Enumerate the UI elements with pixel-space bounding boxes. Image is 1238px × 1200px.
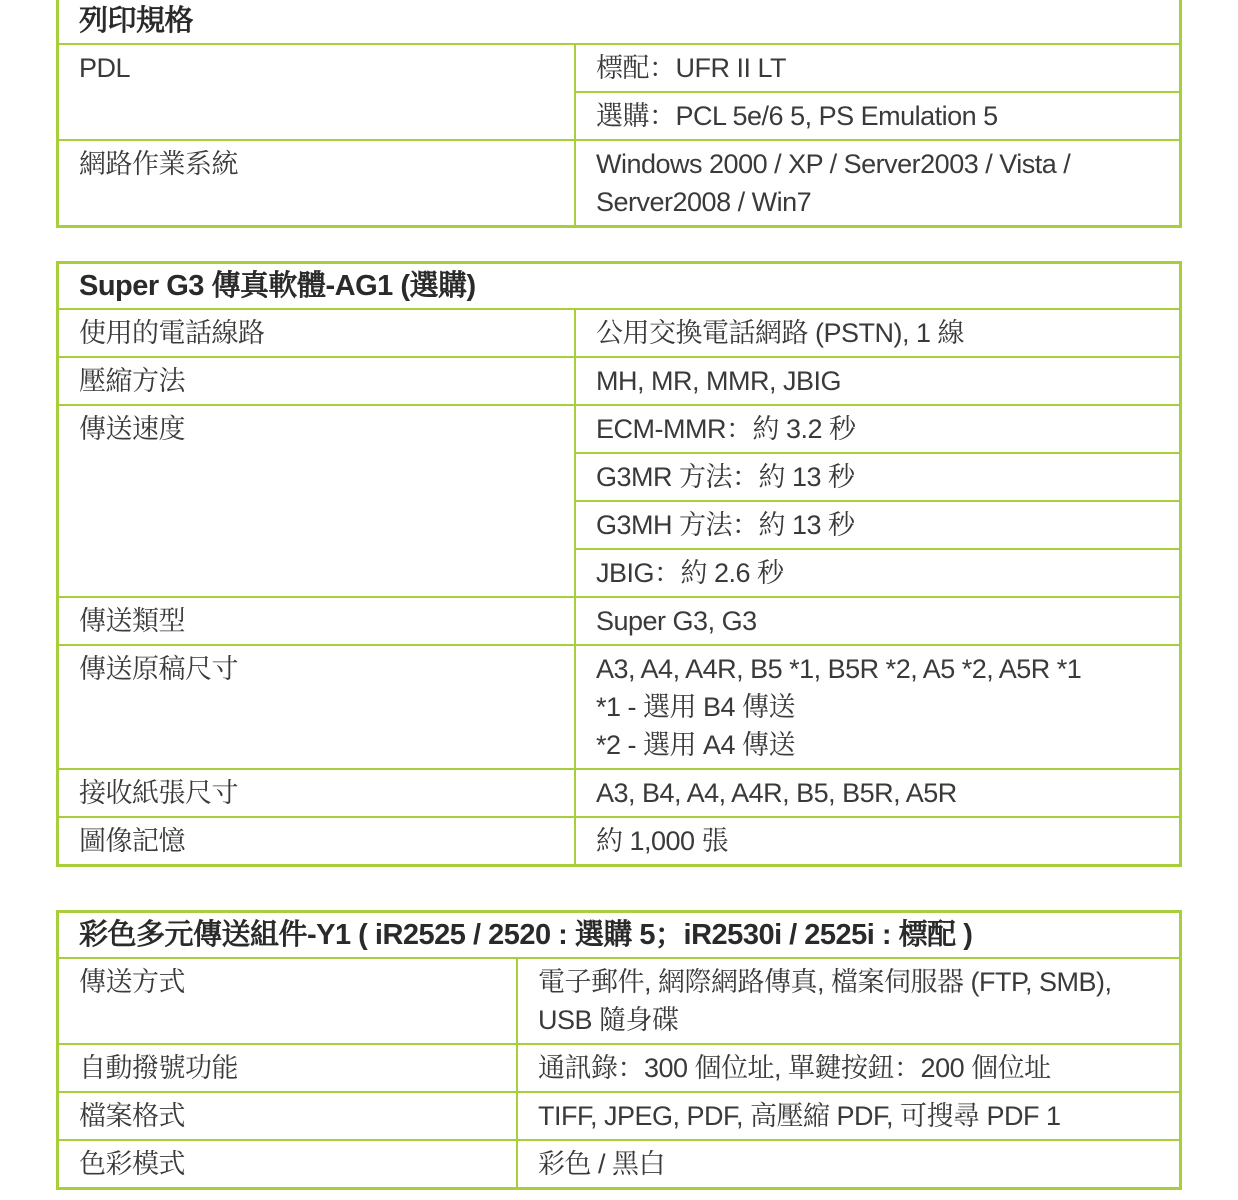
spec-value: 公用交換電話網路 (PSTN), 1 線 <box>575 309 1179 357</box>
send-kit-spec-table <box>56 910 1182 1190</box>
spec-value: G3MR 方法：約 13 秒 <box>575 453 1179 501</box>
spec-value: ECM-MMR：約 3.2 秒 <box>575 405 1179 453</box>
spec-value-line: *1 - 選用 B4 傳送 <box>596 692 796 722</box>
spec-value: 彩色 / 黑白 <box>517 1140 1179 1187</box>
spec-label: 圖像記憶 <box>59 817 575 864</box>
section-title: 列印規格 <box>79 5 194 37</box>
spec-label: 接收紙張尺寸 <box>59 769 575 817</box>
spec-value: TIFF, JPEG, PDF, 高壓縮 PDF, 可搜尋 PDF 1 <box>517 1092 1179 1140</box>
spec-label: 自動撥號功能 <box>59 1044 517 1092</box>
spec-value: 標配：UFR II LT <box>575 44 1179 92</box>
spec-label: 傳送方式 <box>59 958 517 1044</box>
spec-value: JBIG：約 2.6 秒 <box>575 549 1179 597</box>
spec-value: 約 1,000 張 <box>575 817 1179 864</box>
spec-label: 使用的電話線路 <box>59 309 575 357</box>
spec-label: 壓縮方法 <box>59 357 575 405</box>
spec-value-line: 電子郵件, 網際網路傳真, 檔案伺服器 (FTP, SMB), <box>538 967 1112 997</box>
spec-label: 傳送類型 <box>59 597 575 645</box>
print-spec-table <box>56 0 1182 228</box>
spec-label: 網路作業系統 <box>59 140 575 225</box>
spec-label: 色彩模式 <box>59 1140 517 1187</box>
spec-label: 檔案格式 <box>59 1092 517 1140</box>
spec-value <box>517 958 1179 1044</box>
spec-value: Super G3, G3 <box>575 597 1179 645</box>
spec-value: MH, MR, MMR, JBIG <box>575 357 1179 405</box>
section-title: 彩色多元傳送組件-Y1 ( iR2525 / 2520 : 選購 5；iR2530i / 2525i : 標配 ) <box>79 919 973 951</box>
spec-value-line: Server2008 / Win7 <box>596 187 812 217</box>
spec-label: 傳送原稿尺寸 <box>59 645 575 769</box>
spec-value <box>575 140 1179 225</box>
spec-value-line: USB 隨身碟 <box>538 1005 679 1035</box>
spec-value-line: *2 - 選用 A4 傳送 <box>596 730 796 760</box>
spec-value-line: A3, A4, A4R, B5 *1, B5R *2, A5 *2, A5R *1 <box>596 654 1082 684</box>
spec-value: A3, B4, A4, A4R, B5, B5R, A5R <box>575 769 1179 817</box>
spec-value: G3MH 方法：約 13 秒 <box>575 501 1179 549</box>
spec-value: 通訊錄：300 個位址, 單鍵按鈕：200 個位址 <box>517 1044 1179 1092</box>
spec-label: PDL <box>59 44 575 140</box>
spec-value: 選購：PCL 5e/6 5, PS Emulation 5 <box>575 92 1179 140</box>
spec-label: 傳送速度 <box>59 405 575 597</box>
spec-value-line: Windows 2000 / XP / Server2003 / Vista / <box>596 149 1071 179</box>
fax-spec-table <box>56 261 1182 867</box>
spec-value <box>575 645 1179 769</box>
section-title: Super G3 傳真軟體-AG1 (選購) <box>79 270 476 302</box>
